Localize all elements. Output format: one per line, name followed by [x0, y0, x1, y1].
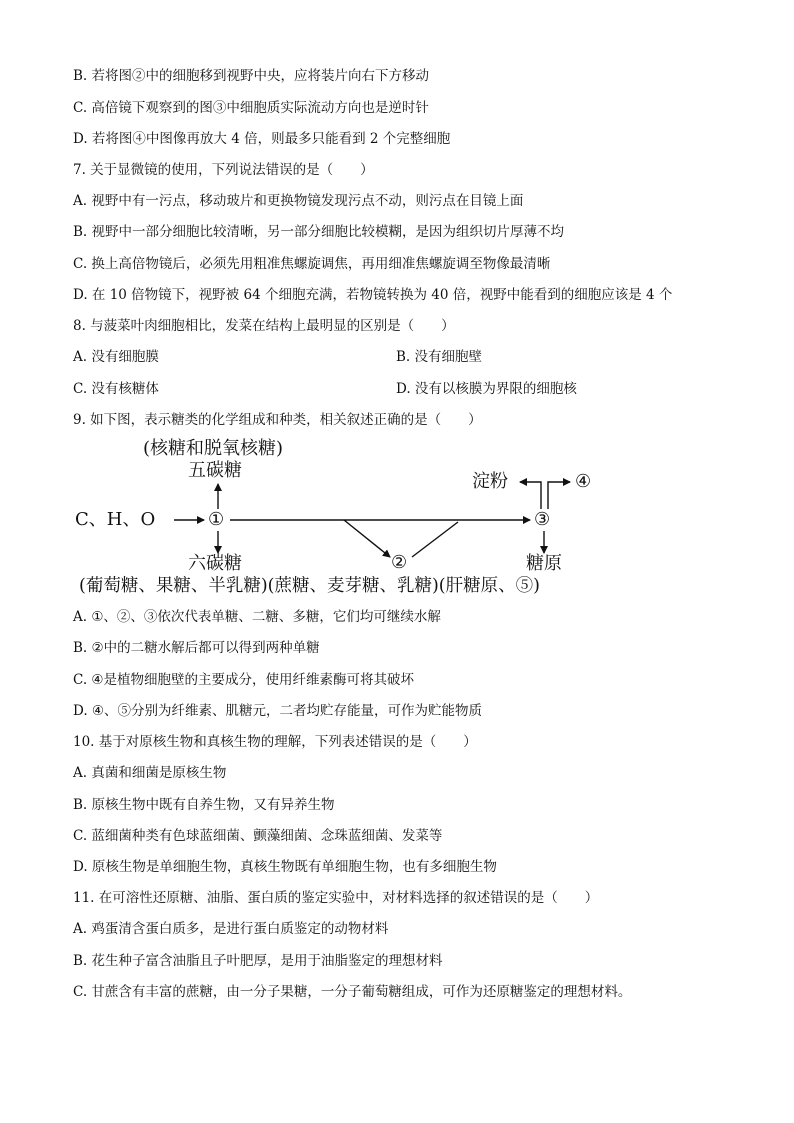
question-11-option-a: A. 鸡蛋清含蛋白质多，是进行蛋白质鉴定的动物材料: [73, 921, 389, 937]
question-10-option-b: B. 原核生物中既有自养生物，又有异养生物: [73, 797, 335, 813]
diagram-elements-label: C、H、O: [75, 509, 156, 530]
option-d-line: D. 若将图④中图像再放大 4 倍，则最多只能看到 2 个完整细胞: [73, 131, 451, 147]
option-b-line: B. 若将图②中的细胞移到视野中央，应将装片向右下方移动: [73, 68, 430, 84]
diagram-pentose-note: (核糖和脱氧核糖): [143, 438, 284, 459]
question-10-option-a: A. 真菌和细菌是原核生物: [73, 765, 227, 781]
diagram-node-4: ④: [575, 471, 592, 492]
diagram-bottom-note: (葡萄糖、果糖、半乳糖)(蔗糖、麦芽糖、乳糖)(肝糖原、⑤): [79, 576, 540, 596]
question-9-option-d: D. ④、⑤分别为纤维素、肌糖元，二者均贮存能量，可作为贮能物质: [73, 703, 483, 719]
question-8-option-a: A. 没有细胞膜: [73, 349, 159, 365]
arrow-node3-to-node4: [548, 482, 570, 509]
question-7-option-b: B. 视野中一部分细胞比较清晰，另一部分细胞比较模糊，是因为组织切片厚薄不均: [73, 224, 565, 240]
arrow-node3-to-starch: [520, 482, 541, 509]
diagram-glycogen-label: 糖原: [526, 553, 562, 574]
question-7-option-c: C. 换上高倍物镜后，必须先用粗准焦螺旋调焦，再用细准焦螺旋调至物像最清晰: [73, 256, 551, 272]
question-11-stem: 11. 在可溶性还原糖、油脂、蛋白质的鉴定实验中，对材料选择的叙述错误的是（ ）: [73, 890, 599, 906]
question-10-option-c: C. 蓝细菌种类有色球蓝细菌、颤藻细菌、念珠蓝细菌、发菜等: [73, 828, 443, 844]
diagram-node-1: ①: [208, 509, 225, 530]
question-11-option-b: B. 花生种子富含油脂且子叶肥厚，是用于油脂鉴定的理想材料: [73, 953, 443, 969]
question-10-stem: 10. 基于对原核生物和真核生物的理解，下列表述错误的是（ ）: [73, 734, 477, 750]
diagram-node-3: ③: [534, 509, 551, 530]
diagram-pentose-label: 五碳糖: [188, 460, 242, 481]
question-7-option-a: A. 视野中有一污点，移动玻片和更换物镜发现污点不动，则污点在目镜上面: [73, 193, 524, 209]
option-c-line: C. 高倍镜下观察到的图③中细胞质实际流动方向也是逆时针: [73, 100, 429, 116]
arrow-to-node2: [344, 520, 390, 557]
question-8-option-d: D. 没有以核膜为界限的细胞核: [396, 381, 577, 397]
line-node2-up: [412, 522, 458, 557]
question-10-option-d: D. 原核生物是单细胞生物，真核生物既有单细胞生物，也有多细胞生物: [73, 859, 497, 875]
question-7-stem: 7. 关于显微镜的使用，下列说法错误的是（ ）: [73, 162, 374, 178]
question-8-stem: 8. 与菠菜叶肉细胞相比，发菜在结构上最明显的区别是（ ）: [73, 318, 455, 334]
question-9-option-b: B. ②中的二糖水解后都可以得到两种单糖: [73, 640, 320, 656]
question-9-stem: 9. 如下图，表示糖类的化学组成和种类，相关叙述正确的是（ ）: [73, 412, 482, 428]
question-9-option-a: A. ①、②、③依次代表单糖、二糖、多糖，它们均可继续水解: [73, 609, 441, 625]
question-8-option-b: B. 没有细胞壁: [396, 349, 483, 365]
question-8-option-c: C. 没有核糖体: [73, 381, 159, 397]
question-9-option-c: C. ④是植物细胞壁的主要成分，使用纤维素酶可将其破坏: [73, 672, 415, 688]
question-7-option-d: D. 在 10 倍物镜下，视野被 64 个细胞充满，若物镜转换为 40 倍，视野中能看到的细胞应该是 4 个: [73, 287, 673, 303]
diagram-node-2: ②: [391, 552, 408, 573]
diagram-starch-label: 淀粉: [472, 471, 508, 492]
diagram-hexose-label: 六碳糖: [188, 553, 242, 574]
question-11-option-c: C. 甘蔗含有丰富的蔗糖，由一分子果糖，一分子葡萄糖组成，可作为还原糖鉴定的理想材料。: [73, 984, 632, 1000]
